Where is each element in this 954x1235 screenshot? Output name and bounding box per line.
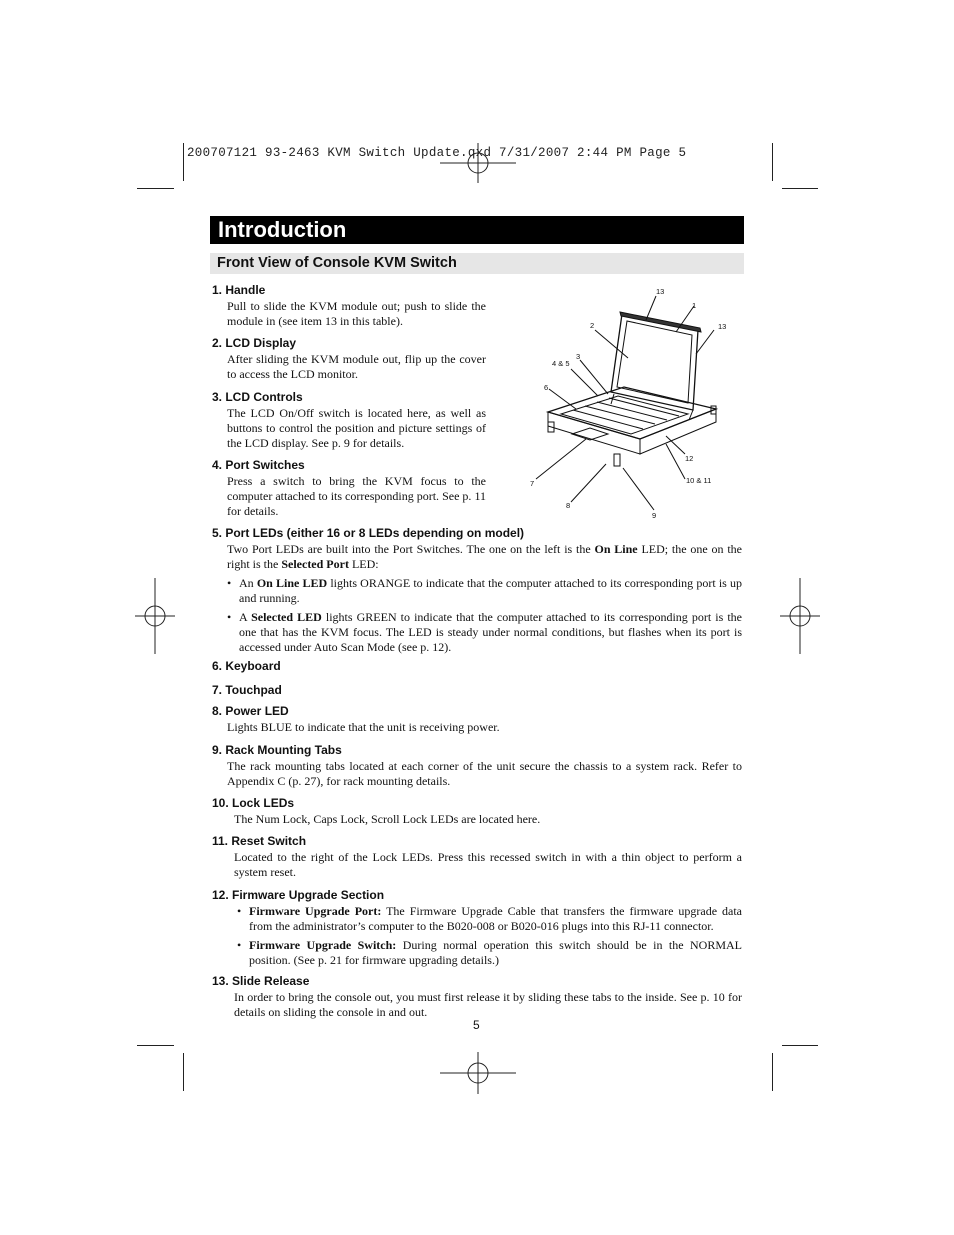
item-lcd-controls [212,390,486,451]
item-slide-release [212,974,742,1020]
callout-label: 13 [718,322,727,331]
item-body: The LCD On/Off switch is located here, as well as buttons to control the position and picture settings of the LCD display. See p. 9 for details. [227,406,486,450]
callout-label: 3 [576,352,581,361]
bullet-text: The Firmware Upgrade Cable that transfers the firmware upgrade data from the administrator’s computer to the B020-008 or B020-016 plugs into this RJ-11 connector. [249,904,742,933]
registration-mark-top [440,143,516,183]
bullet-text: During normal operation this switch should be in the NORMAL position. (See p. 21 for firmware upgrading details.) [249,938,743,967]
bullet-glyph: • [227,610,232,624]
item-lock-leds [212,796,749,827]
body-text: LED; the one on the right is the [227,542,742,571]
item-port-switches [212,458,486,519]
page-title: Introduction [210,216,744,244]
item-heading: 4. Port Switches [212,458,305,472]
item-heading: 6. Keyboard [212,659,281,673]
body-text: LED: [348,557,379,571]
item-heading: 1. Handle [212,283,266,297]
item-heading: 3. LCD Controls [212,390,303,404]
item-body [227,542,742,572]
item-handle [212,283,486,329]
crop-mark-bl-v [183,1053,184,1091]
item-touchpad [212,683,282,698]
item-heading: 5. Port LEDs (either 16 or 8 LEDs depending on model) [212,526,525,540]
callout-label: 7 [530,479,535,488]
bullet-item [227,610,742,655]
bullet-bold: Selected LED [251,610,322,624]
item-heading: 11. Reset Switch [212,834,307,848]
bullet-text: lights GREEN to indicate that the computer attached to its corresponding port is the one that has the KVM focus. The LED is steady under normal conditions, but flashes when its port is accessed under Auto Scan Mode (see p. 12). [239,610,742,654]
crop-mark-tl-h [137,188,174,189]
item-heading: 2. LCD Display [212,336,297,350]
item-body: Press a switch to bring the KVM focus to the computer attached to its corresponding port. See p. 11 for details. [227,474,486,518]
callout-label: 2 [590,321,595,330]
bullet-glyph: • [237,938,242,952]
section-title: Front View of Console KVM Switch [210,253,744,274]
bullet-text: An [239,576,257,590]
callout-label: 10 & 11 [686,476,712,485]
page-number: 5 [473,1018,480,1032]
print-slug: 200707121 93-2463 KVM Switch Update.qxd 7/31/2007 2:44 PM Page 5 [187,146,687,160]
bullet-item [227,576,742,606]
bullet-item [237,904,742,934]
crop-mark-br-v [772,1053,773,1091]
item-body: The Num Lock, Caps Lock, Scroll Lock LEDs are located here. [234,812,541,826]
item-port-leds [212,526,742,655]
callout-label: 6 [544,383,549,392]
item-heading: 12. Firmware Upgrade Section [212,888,385,902]
item-firmware-upgrade [212,888,742,968]
crop-mark-tl-v [183,143,184,181]
item-heading: 9. Rack Mounting Tabs [212,743,342,757]
callout-label: 8 [566,501,571,510]
kvm-console-diagram [528,284,727,520]
item-heading: 8. Power LED [212,704,289,718]
item-body: The rack mounting tabs located at each corner of the unit secure the chassis to a system rack. Refer to Appendix C (p. 27), for rack mounting details. [227,759,742,788]
body-bold: Selected Port [281,557,349,571]
item-body: Lights BLUE to indicate that the unit is receiving power. [227,720,500,734]
item-body: After sliding the KVM module out, flip up the cover to access the LCD monitor. [227,352,486,381]
crop-mark-tr-v [772,143,773,181]
item-heading: 13. Slide Release [212,974,310,988]
item-heading: 10. Lock LEDs [212,796,295,810]
body-bold: On Line [594,542,638,556]
bullet-item [237,938,743,968]
callout-label: 12 [685,454,694,463]
bullet-text: A [239,610,252,624]
item-body: Pull to slide the KVM module out; push to slide the module in (see item 13 in this table). [227,299,486,328]
crop-mark-bl-h [137,1045,174,1046]
item-power-led [212,704,742,735]
bullet-bold: On Line LED [256,576,328,590]
item-body: In order to bring the console out, you must first release it by sliding these tabs to the inside. See p. 10 for details on sliding the console in and out. [234,990,742,1019]
item-keyboard [212,659,281,674]
item-heading: 7. Touchpad [212,683,282,697]
item-body: Located to the right of the Lock LEDs. Press this recessed switch in with a thin object to perform a system reset. [234,850,742,879]
crop-mark-br-h [782,1045,818,1046]
callout-label: 13 [656,287,665,296]
callout-label: 1 [692,301,697,310]
crop-mark-tr-h [782,188,818,189]
registration-mark-bottom [440,1052,516,1094]
callout-label: 9 [652,511,657,520]
bullet-text: lights ORANGE to indicate that the computer attached to its corresponding port is up and running. [239,576,742,605]
body-text: Two Port LEDs are built into the Port Switches. The one on the left is the [227,542,595,556]
callout-label: 4 & 5 [552,359,570,368]
registration-mark-right [780,578,820,654]
bullet-glyph: • [237,904,242,918]
registration-mark-left [135,578,175,654]
bullet-bold: Firmware Upgrade Port: [249,904,382,918]
item-reset-switch [212,834,742,880]
bullet-glyph: • [227,576,232,590]
item-rack-mounting-tabs [212,743,742,789]
item-lcd-display [212,336,486,382]
bullet-bold: Firmware Upgrade Switch: [249,938,397,952]
